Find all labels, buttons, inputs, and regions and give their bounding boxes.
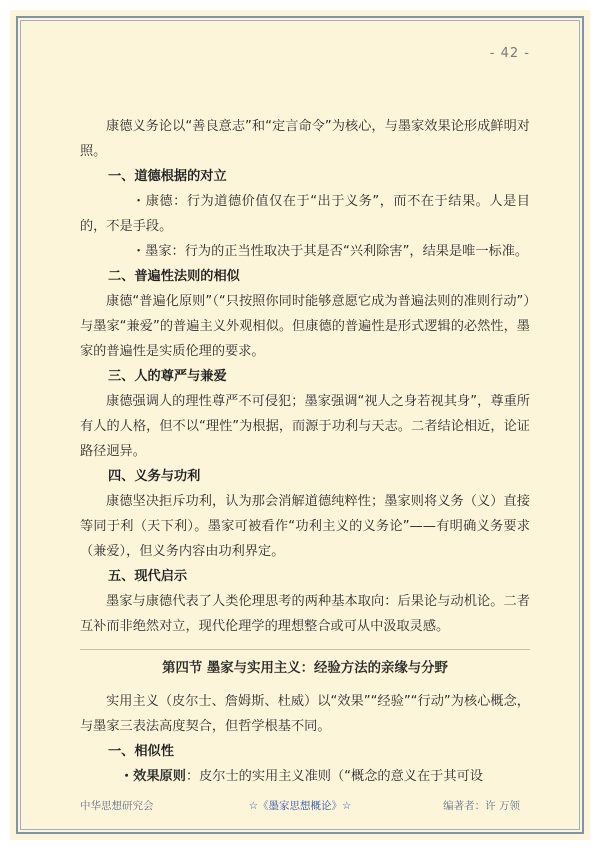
bullet-effect-principle: [80, 764, 530, 789]
section-title: 第四节 墨家与实用主义：经验方法的亲缘与分野: [162, 661, 448, 676]
footer-book-name: 《墨家思想概论》: [258, 800, 342, 812]
heading-4: 四、义务与功利: [108, 469, 201, 484]
page-content: [80, 114, 530, 789]
heading-5: 五、现代启示: [108, 569, 188, 584]
paragraph-4: 康德坚决拒斥功利，认为那会消解道德纯粹性；墨家则将义务（义）直接等同于利（天下利）。墨家可被看作“功利主义的义务论”——有明确义务要求（兼爱），但义务内容由功利界定。: [80, 494, 530, 559]
paragraph-3: 康德强调人的理性尊严不可侵犯；墨家强调“视人之身若视其身”，尊重所有人的人格，但不以“理性”为根据，而源于功利与天志。二者结论相近，论证路径迥异。: [80, 394, 530, 459]
heading-1: 一、道德根据的对立: [108, 169, 227, 184]
heading-2: 二、普遍性法则的相似: [108, 269, 240, 284]
paragraph-6: 实用主义（皮尔士、詹姆斯、杜威）以“效果”“经验”“行动”为核心概念，与墨家三表法高度契合，但哲学根基不同。: [80, 694, 530, 734]
paragraph-2: 康德“普遍化原则”（“只按照你同时能够意愿它成为普遍法则的准则行动”）与墨家“兼爱”的普遍主义外观相似。但康德的普遍性是形式逻辑的必然性，墨家的普遍性是实质伦理的要求。: [80, 294, 530, 359]
heading-6: 一、相似性: [108, 744, 174, 759]
intro-paragraph: 康德义务论以“善良意志”和“定言命令”为核心，与墨家效果论形成鲜明对照。: [80, 119, 530, 159]
footer-author: 编著者：许 万领: [443, 800, 520, 812]
footer-organization: 中华思想研究会: [80, 800, 154, 812]
paragraph-5: 墨家与康德代表了人类伦理思考的两种基本取向：后果论与动机论。二者互补而非绝然对立，现代伦理学的理想整合或可从中汲取灵感。: [80, 594, 530, 634]
page-number: - 42 -: [489, 46, 530, 61]
document-page: [10, 10, 590, 840]
bullet-kant: ・康德：行为道德价值仅在于“出于义务”，而不在于结果。人是目的，不是手段。: [80, 194, 530, 234]
bullet-effect-text: ：皮尔士的实用主义准则（“概念的意义在于其可设: [185, 769, 483, 784]
star-icon-left: ☆: [248, 800, 258, 812]
heading-3: 三、人的尊严与兼爱: [108, 369, 227, 384]
bullet-mojia: ・墨家：行为的正当性取决于其是否“兴利除害”，结果是唯一标准。: [132, 244, 529, 259]
bullet-effect-label: ・效果原则: [120, 769, 186, 784]
star-icon-right: ☆: [342, 800, 352, 812]
section-divider: [80, 649, 530, 650]
